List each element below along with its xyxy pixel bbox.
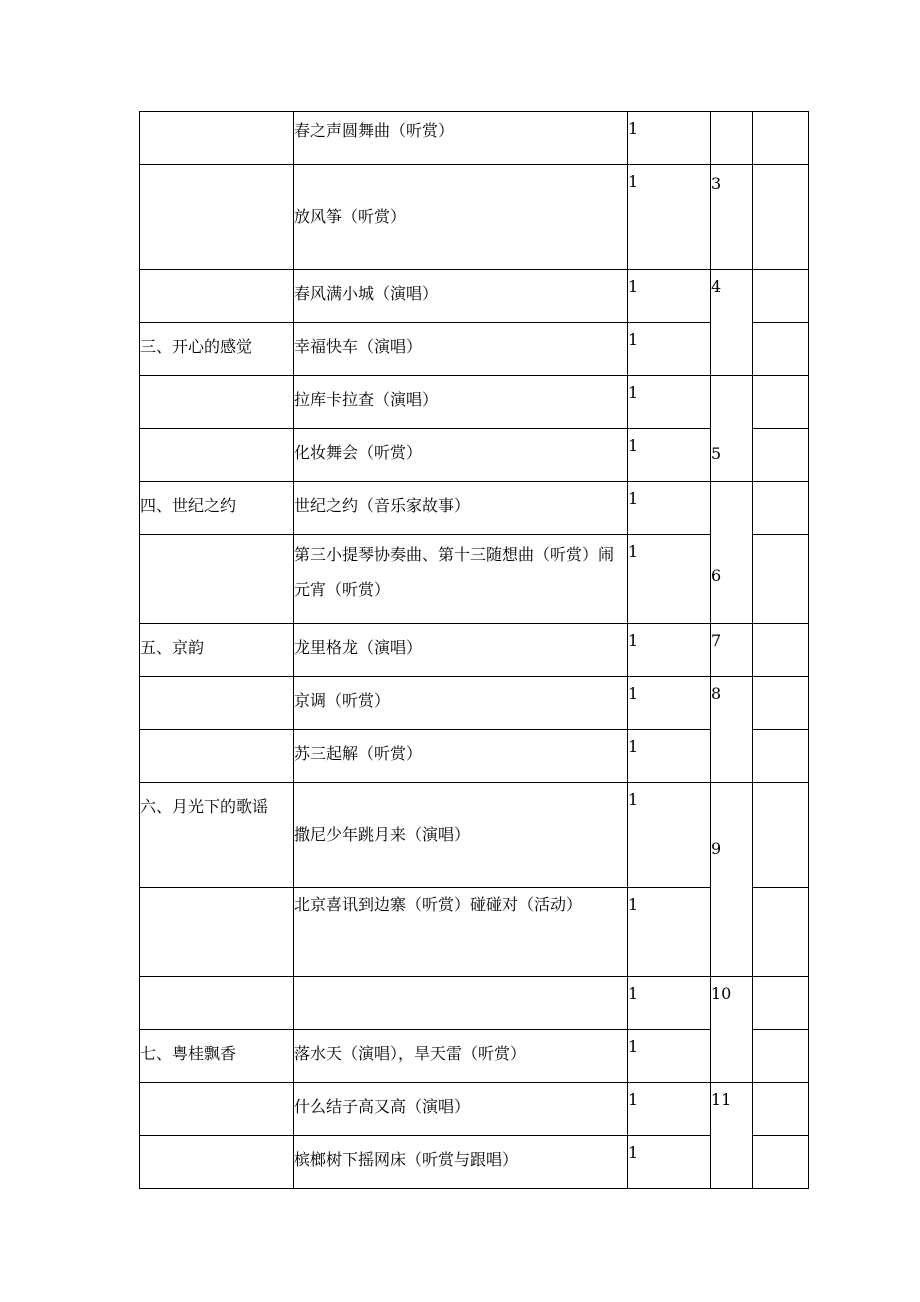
unit-cell	[140, 1083, 294, 1136]
table-row	[140, 165, 809, 270]
unit-cell: 三、开心的感觉	[140, 323, 294, 376]
table-row	[140, 977, 809, 1030]
note-cell	[753, 730, 809, 783]
hours-cell: 1	[628, 730, 711, 783]
note-cell	[753, 624, 809, 677]
unit-cell: 四、世纪之约	[140, 482, 294, 535]
hours-cell: 1	[628, 624, 711, 677]
unit-cell: 六、月光下的歌谣	[140, 783, 294, 888]
unit-cell	[140, 270, 294, 323]
note-cell	[753, 977, 809, 1030]
week-cell: 7	[711, 624, 753, 677]
lesson-cell: 世纪之约（音乐家故事）	[294, 482, 628, 535]
note-cell	[753, 429, 809, 482]
hours-cell: 1	[628, 323, 711, 376]
hours-cell: 1	[628, 165, 711, 270]
note-cell	[753, 677, 809, 730]
table-row	[140, 1030, 809, 1083]
hours-cell: 1	[628, 1136, 711, 1189]
hours-cell: 1	[628, 1083, 711, 1136]
week-cell: 3	[711, 165, 753, 270]
note-cell	[753, 1136, 809, 1189]
table-row	[140, 1083, 809, 1136]
lesson-cell: 撒尼少年跳月来（演唱）	[294, 783, 628, 888]
lesson-cell: 幸福快车（演唱）	[294, 323, 628, 376]
week-cell: 4	[711, 270, 753, 376]
unit-cell	[140, 888, 294, 977]
table-row	[140, 783, 809, 888]
unit-cell	[140, 112, 294, 165]
unit-cell: 七、粤桂飘香	[140, 1030, 294, 1083]
note-cell	[753, 888, 809, 977]
schedule-table	[139, 111, 809, 1189]
unit-cell	[140, 677, 294, 730]
lesson-cell: 京调（听赏）	[294, 677, 628, 730]
unit-cell	[140, 1136, 294, 1189]
table-row	[140, 1136, 809, 1189]
hours-cell: 1	[628, 270, 711, 323]
table-row	[140, 535, 809, 624]
note-cell	[753, 323, 809, 376]
lesson-cell: 落水天（演唱），旱天雷（听赏）	[294, 1030, 628, 1083]
unit-cell	[140, 977, 294, 1030]
lesson-cell: 拉库卡拉查（演唱）	[294, 376, 628, 429]
hours-cell: 1	[628, 482, 711, 535]
week-cell: 6	[711, 482, 753, 624]
hours-cell: 1	[628, 783, 711, 888]
table-row	[140, 270, 809, 323]
note-cell	[753, 165, 809, 270]
table-row	[140, 323, 809, 376]
table-row	[140, 376, 809, 429]
note-cell	[753, 1030, 809, 1083]
hours-cell: 1	[628, 888, 711, 977]
table-row	[140, 112, 809, 165]
table-row	[140, 482, 809, 535]
unit-cell: 五、京韵	[140, 624, 294, 677]
hours-cell: 1	[628, 1030, 711, 1083]
note-cell	[753, 783, 809, 888]
lesson-cell: 化妆舞会（听赏）	[294, 429, 628, 482]
note-cell	[753, 482, 809, 535]
lesson-cell: 龙里格龙（演唱）	[294, 624, 628, 677]
table-row	[140, 730, 809, 783]
lesson-cell: 放风筝（听赏）	[294, 165, 628, 270]
table-row	[140, 888, 809, 977]
week-cell: 11	[711, 1083, 753, 1189]
lesson-cell	[294, 977, 628, 1030]
hours-cell: 1	[628, 112, 711, 165]
note-cell	[753, 112, 809, 165]
lesson-cell: 第三小提琴协奏曲、第十三随想曲（听赏）闹元宵（听赏）	[294, 535, 628, 624]
lesson-cell: 春之声圆舞曲（听赏）	[294, 112, 628, 165]
hours-cell: 1	[628, 429, 711, 482]
table-row	[140, 677, 809, 730]
hours-cell: 1	[628, 677, 711, 730]
unit-cell	[140, 535, 294, 624]
lesson-cell: 槟榔树下摇网床（听赏与跟唱）	[294, 1136, 628, 1189]
hours-cell: 1	[628, 376, 711, 429]
note-cell	[753, 1083, 809, 1136]
week-cell: 10	[711, 977, 753, 1083]
hours-cell: 1	[628, 977, 711, 1030]
lesson-cell: 北京喜讯到边寨（听赏）碰碰对（活动）	[294, 888, 628, 977]
lesson-cell: 春风满小城（演唱）	[294, 270, 628, 323]
week-cell: 9	[711, 783, 753, 977]
week-cell: 5	[711, 376, 753, 482]
lesson-cell: 苏三起解（听赏）	[294, 730, 628, 783]
table-row	[140, 429, 809, 482]
hours-cell: 1	[628, 535, 711, 624]
note-cell	[753, 535, 809, 624]
unit-cell	[140, 376, 294, 429]
lesson-cell: 什么结子高又高（演唱）	[294, 1083, 628, 1136]
note-cell	[753, 270, 809, 323]
note-cell	[753, 376, 809, 429]
unit-cell	[140, 429, 294, 482]
week-cell	[711, 112, 753, 165]
unit-cell	[140, 730, 294, 783]
unit-cell	[140, 165, 294, 270]
table-row	[140, 624, 809, 677]
week-cell: 8	[711, 677, 753, 783]
